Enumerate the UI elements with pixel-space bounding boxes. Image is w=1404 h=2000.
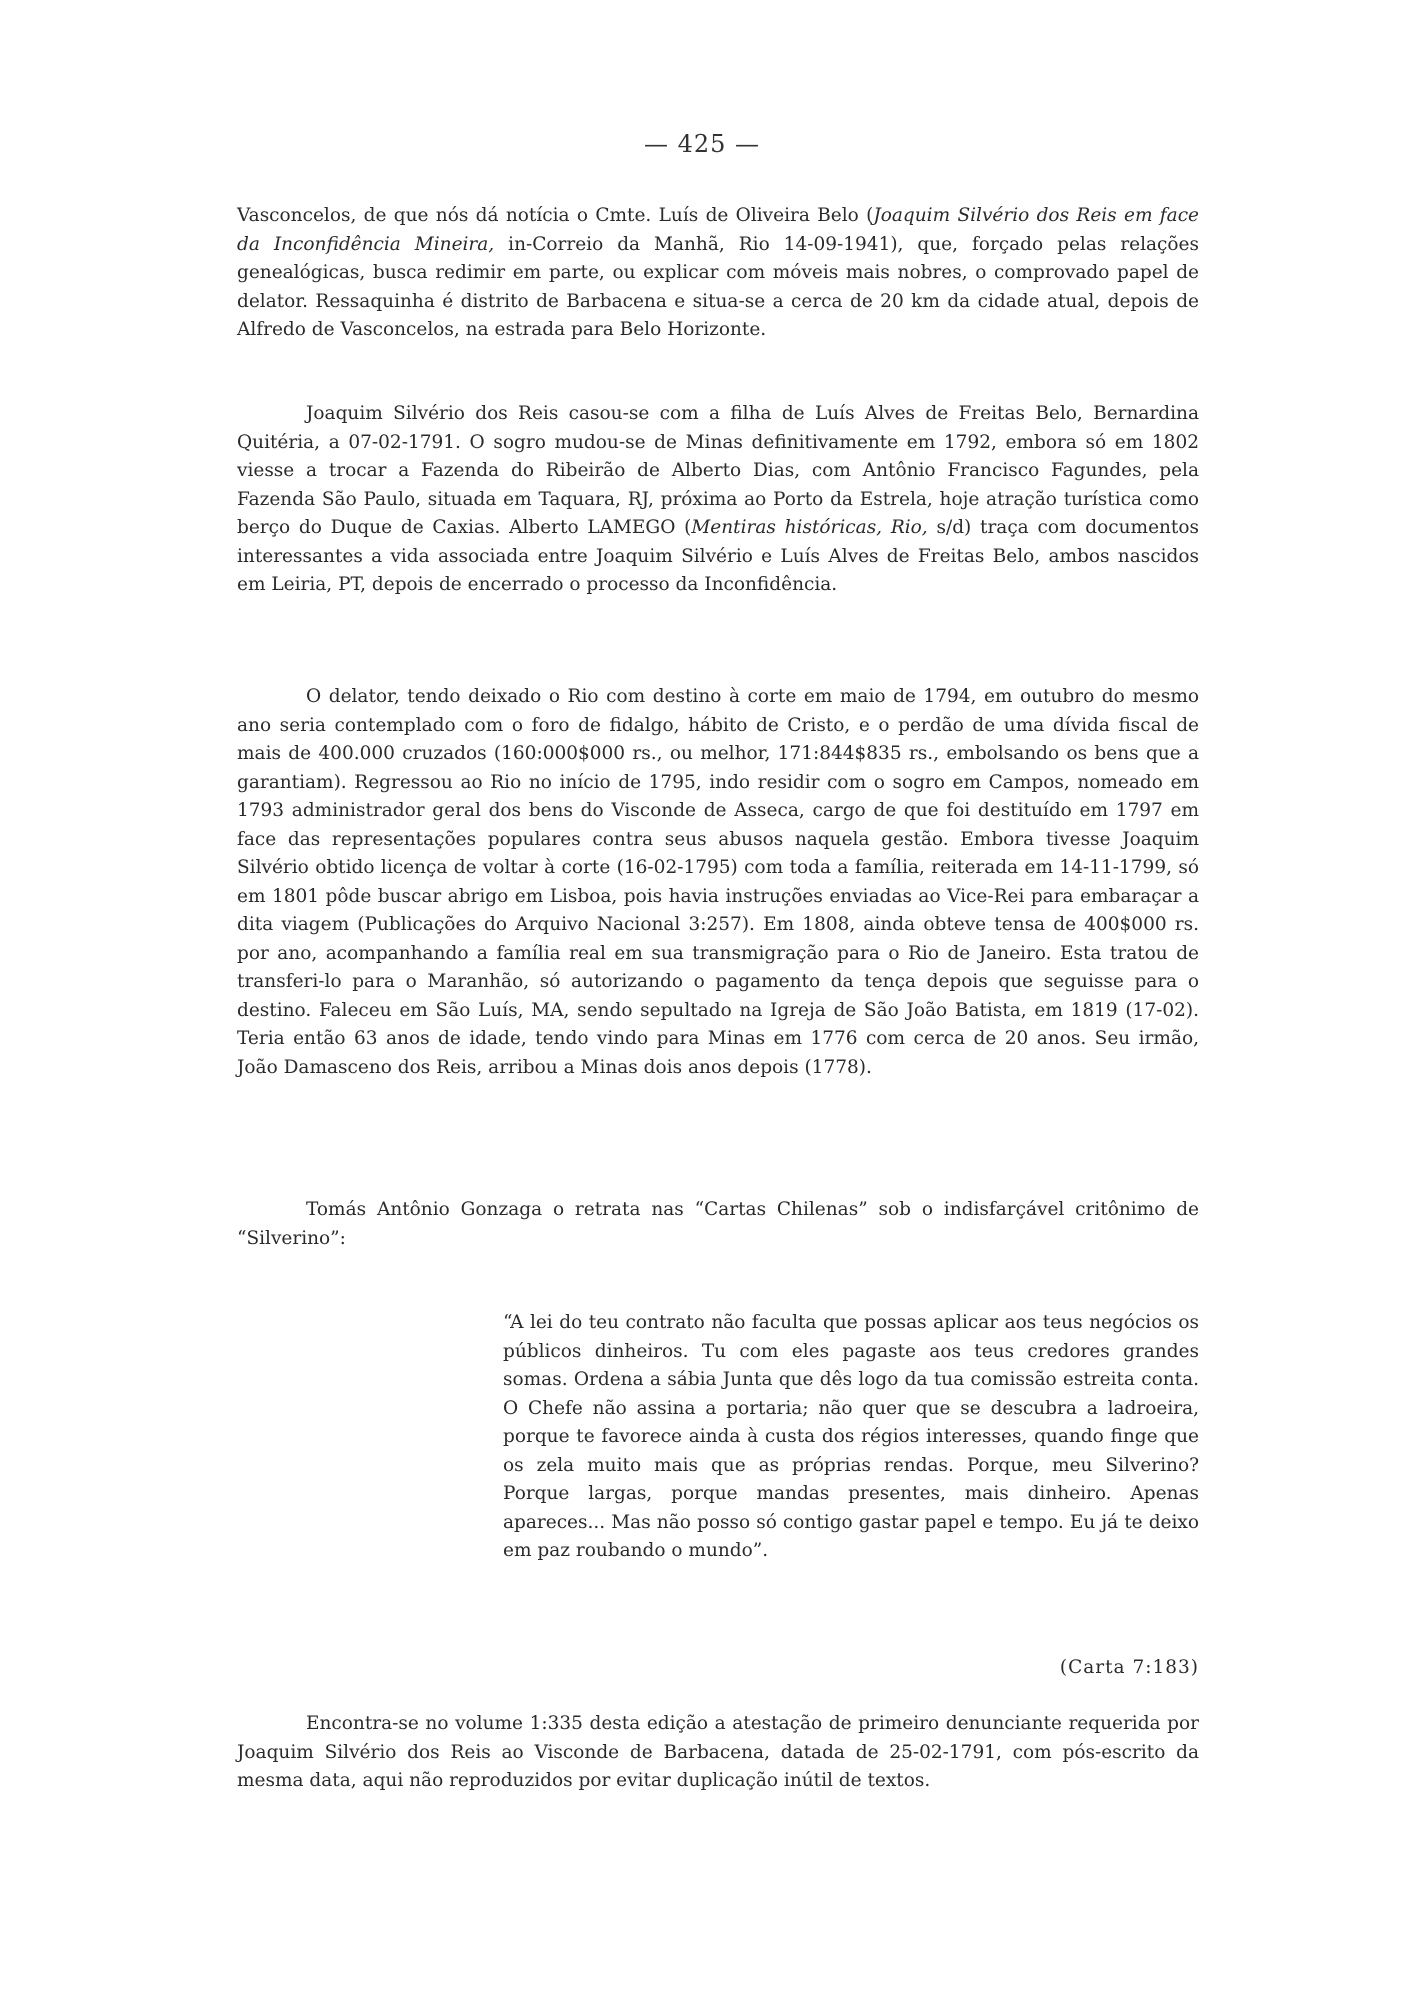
- paragraph-1-book-title: Joaquim Silvério dos Reis em face da Inconfidência Mineira,: [237, 205, 1199, 255]
- block-quote: “A lei do teu contrato não faculta que possas aplicar aos teus negócios os públicos dinheiros. Tu com eles pagaste aos teus credores grandes somas. Ordena a sábia Junta que dês logo da tua comissão estreita conta. O Chefe não assina a portaria; não quer que se descubra a ladroeira, porque te favorece ainda à custa dos régios interesses, quando finge que os zela muito mais que as próprias rendas. Porque, meu Silverino? Porque largas, porque mandas presentes, mais dinheiro. Apenas apareces... Mas não posso só contigo gastar papel e tempo. Eu já te deixo em paz roubando o mundo”.: [503, 1312, 1199, 1561]
- paragraph-5: Encontra-se no volume 1:335 desta edição a atestação de primeiro denunciante requerida por Joaquim Silvério dos Reis ao Visconde de Barbacena, datada de 25-02-1791, com pós-escrito da mesma data, aqui não reproduzidos por evitar duplicação inútil de textos.: [237, 1713, 1199, 1791]
- paragraph-2-text-a: Joaquim Silvério dos Reis casou-se com a filha de Luís Alves de Freitas Belo, Bernardina Quitéria, a 07-02-1791. O sogro mudou-se de Minas definitivamente em 1792, embora só em 1802 viesse a trocar a Fazenda do Ribeirão de Alberto Dias, com Antônio Francisco Fagundes, pela Fazenda São Paulo, situada em Taquara, RJ, próxima ao Porto da Estrela, hoje atração turística como berço do Duque de Caxias. Alberto LAMEGO (: [237, 403, 1199, 538]
- paragraph-1-text-a: Vasconcelos, de que nós dá notícia o Cmte. Luís de Oliveira Belo (: [237, 205, 874, 226]
- paragraph-2-book-title: Mentiras históricas, Rio,: [691, 517, 928, 538]
- quote-citation: (Carta 7:183): [1059, 1657, 1199, 1678]
- paragraph-2: [237, 400, 1199, 600]
- paragraph-1: [237, 202, 1199, 345]
- paragraph-2-text-b: s/d) traça com documentos interessantes a vida associada entre Joaquim Silvério e Luís Alves de Freitas Belo, ambos nascidos em Leiria, PT, depois de encerrado o processo da Inconfidência.: [237, 517, 1199, 595]
- page-number: — 425 —: [643, 130, 761, 158]
- paragraph-4: Tomás Antônio Gonzaga o retrata nas “Cartas Chilenas” sob o indisfarçável critônimo de “Silverino”:: [237, 1199, 1199, 1249]
- paragraph-3: O delator, tendo deixado o Rio com destino à corte em maio de 1794, em outubro do mesmo ano seria contemplado com o foro de fidalgo, hábito de Cristo, e o perdão de uma dívida fiscal de mais de 400.000 cruzados (160:000$000 rs., ou melhor, 171:844$835 rs., embolsando os bens que a garantiam). Regressou ao Rio no início de 1795, indo residir com o sogro em Campos, nomeado em 1793 administrador geral dos bens do Visconde de Asseca, cargo de que foi destituído em 1797 em face das representações populares contra seus abusos naquela gestão. Embora tivesse Joaquim Silvério obtido licença de voltar à corte (16-02-1795) com toda a família, reiterada em 14-11-1799, só em 1801 pôde buscar abrigo em Lisboa, pois havia instruções enviadas ao Vice-Rei para embaraçar a dita viagem (Publicações do Arquivo Nacional 3:257). Em 1808, ainda obteve tensa de 400$000 rs. por ano, acompanhando a família real em sua transmigração para o Rio de Janeiro. Esta tratou de transferi-lo para o Maranhão, só autorizando o pagamento da tença depois que seguisse para o destino. Faleceu em São Luís, MA, sendo sepultado na Igreja de São João Batista, em 1819 (17-02). Teria então 63 anos de idade, tendo vindo para Minas em 1776 com cerca de 20 anos. Seu irmão, João Damasceno dos Reis, arribou a Minas dois anos depois (1778).: [237, 686, 1199, 1078]
- paragraph-1-text-b: in-Correio da Manhã, Rio 14-09-1941), que, forçado pelas relações genealógicas, busca redimir em parte, ou explicar com móveis mais nobres, o comprovado papel de delator. Ressaquinha é distrito de Barbacena e situa-se a cerca de 20 km da cidade atual, depois de Alfredo de Vasconcelos, na estrada para Belo Horizonte.: [237, 233, 1200, 340]
